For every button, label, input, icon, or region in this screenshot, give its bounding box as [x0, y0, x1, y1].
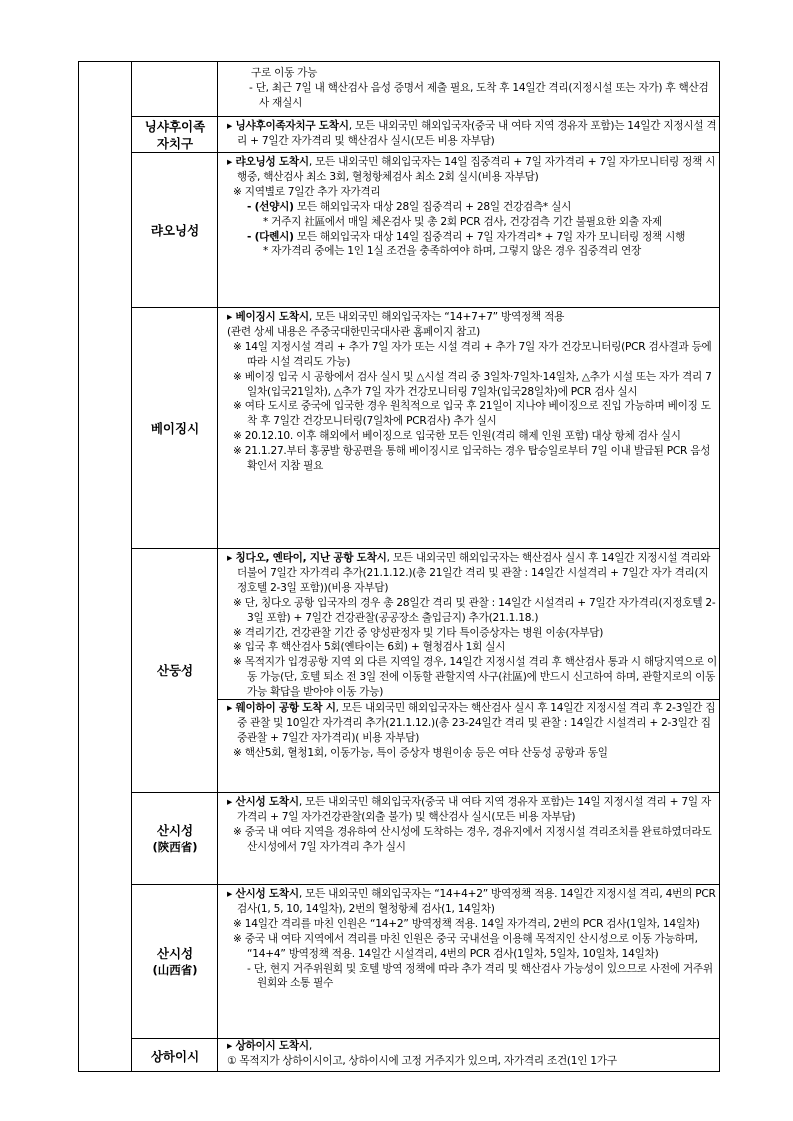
- body-text: ,: [308, 1040, 312, 1052]
- region-label-line: 자치구: [156, 135, 194, 151]
- region-label-line: (山西省): [152, 962, 198, 977]
- region-label-line: 산둥성: [156, 663, 194, 678]
- cell-shandong-weihai: [223, 701, 717, 761]
- note: - 단, 현지 거주위원회 및 호텔 방역 정책에 따라 추가 격리 및 핵산검사 가능성이 있으므로 사전에 거주위원회와 소통 필수: [247, 962, 713, 990]
- row-divider: [131, 792, 719, 793]
- cell-shandong-main: [223, 551, 717, 700]
- note: ※ 단, 칭다오 공항 입국자의 경우 총 28일간 격리 및 관찰 : 14일간 시설격리 + 7일간 자가격리(지정호텔 2-3일 포함) + 7일간 건강관찰(공공장소 출입금지) 추가(21.1.18.): [233, 596, 716, 624]
- body-text: , 모든 내외국민 해외입국자는 “14+4+2” 방역정책 적용. 14일간 지정시설 격리, 4번의 PCR 검사(1, 5, 10, 14일차), 2번의 혈청항체 검사(1, 14일차): [237, 888, 716, 915]
- row-divider: [131, 548, 719, 549]
- note: ※ 목적지가 입경공항 지역 외 다른 지역일 경우, 14일간 지정시설 격리 후 핵산검사 통과 시 해당지역으로 이동 가능(단, 호텔 퇴소 전 3일 전에 이동할 관할지역 사구(社區)에 반드시 신고하여 하며, 관할지로의 이동가능 확답을 받아야 이동 가능): [233, 656, 717, 699]
- heading: ▸ 베이징시 도착시: [227, 311, 309, 323]
- cont-line: 구로 이동 가능: [251, 67, 318, 79]
- note: ① 목적지가 상하이시이고, 상하이시에 고정 거주지가 있으며, 자가격리 조건(1인 1가구: [227, 1054, 617, 1067]
- note: ※ 여타 도시로 중국에 입국한 경우 원칙적으로 입국 후 21일이 지나야 베이징으로 진입 가능하며 베이징 도착 후 7일간 건강모니터링(7일차에 PCR검사) 추가 실시: [233, 400, 711, 428]
- body-text: , 모든 내외국민 해외입국자(중국 내 여타 지역 경유자 포함)는 14일간 지정시설 격리 + 7일간 자가격리 및 핵산검사 실시(모든 비용 자부담): [237, 120, 717, 147]
- cell-ningxia: [223, 119, 717, 149]
- sub-text: (관련 상세 내용은 주중국대한민국대사관 홈페이지 참고): [227, 325, 480, 338]
- heading: ▸ 웨이하이 공항 도착 시: [227, 702, 336, 714]
- cell-shaanxi: [223, 795, 717, 855]
- body-text: , 모든 내외국민 해외입국자는 “14+7+7” 방역정책 적용: [308, 311, 565, 323]
- region-label-line: 베이징시: [150, 420, 200, 436]
- heading: ▸ 랴오닝성 도착시: [227, 156, 309, 168]
- heading: ▸ 닝샤후이족자치구 도착시: [227, 120, 349, 132]
- note: ※ 중국 내 여타 지역에서 격리를 마친 인원은 중국 국내선을 이용해 목적지인 산시성으로 이동 가능하며, “14+4” 방역정책 적용. 14일간 시설격리, 4번의 PCR 검사(1일차, 5일차, 10일차, 14일차): [233, 932, 698, 960]
- note: ※ 14일간 격리를 마친 인원은 “14+2” 방역정책 적용. 14일 자가격리, 2번의 PCR 검사(1일차, 14일차): [233, 917, 700, 930]
- region-label-shanghai: [132, 1039, 218, 1073]
- body-text: 모든 해외입국자 대상 14일 집중격리 + 7일 자가격리* + 7일 자가 모니터링 정책 시행: [293, 230, 686, 243]
- body-text: , 모든 내외국민 해외입국자는 핵산검사 실시 후 14일간 지정시설 격리와 더불어 7일간 자가격리 추가(21.1.12.)(총 21일간 격리 및 관찰 : 14일간 시설격리 + 7일간 자가 격리(지정호텔 2-3일 포함))(비용 자부담): [237, 552, 711, 594]
- footnote: * 자가격리 중에는 1인 1실 조건을 충족하여야 하며, 그렇지 않은 경우 집중격리 연장: [263, 245, 642, 258]
- note: ※ 중국 내 여타 지역을 경유하여 산시성에 도착하는 경우, 경유지에서 지정시설 격리조치를 완료하였더라도 산시성에서 7일 자가격리 추가 실시: [233, 825, 712, 853]
- sub-heading: - (다롄시): [247, 230, 294, 243]
- region-label-line: 상하이시: [150, 1048, 200, 1064]
- region-label-line: 닝샤후이족: [144, 118, 206, 134]
- cont-line: - 단, 최근 7일 내 핵산검사 음성 증명서 제출 필요, 도착 후 14일간 격리(지정시설 또는 자가) 후 핵산검사 재실시: [249, 81, 709, 109]
- heading: ▸ 산시성 도착시: [227, 888, 299, 900]
- note: ※ 핵산5회, 혈청1회, 이동가능, 특이 증상자 병원이송 등은 여타 산둥성 공항과 동일: [233, 746, 608, 759]
- note: ※ 입국 후 핵산검사 5회(옌타이는 6회) + 혈청검사 1회 실시: [233, 641, 506, 654]
- note: ※ 21.1.27.부터 홍콩발 항공편을 통해 베이징시로 입국하는 경우 탑승일로부터 7일 이내 발급된 PCR 음성확인서 지참 필요: [233, 445, 711, 473]
- note: ※ 베이징 입국 시 공항에서 검사 실시 및 △시설 격리 중 3일차·7일차·14일차, △추가 시설 또는 자가 격리 7일차(입국21일차), △추가 7일 자가 건강모니터링 7일차(입국28일차)에 PCR 검사 실시: [233, 370, 712, 398]
- note: ※ 14일 지정시설 격리 + 추가 7일 자가 또는 시설 격리 + 추가 7일 자가 건강모니터링(PCR 검사결과 등에 따라 시설 격리도 가능): [233, 340, 712, 368]
- row-divider: [131, 116, 719, 117]
- quarantine-policy-table: [78, 61, 720, 1072]
- body-text: 모든 해외입국자 대상 28일 집중격리 + 28일 건강검측* 실시: [293, 200, 572, 213]
- footnote: * 거주지 社區에서 매일 체온검사 및 총 2회 PCR 검사, 건강검측 기간 불필요한 외출 자제: [263, 215, 662, 228]
- heading: ▸ 산시성 도착시: [227, 796, 299, 808]
- region-label-liaoning: [132, 153, 218, 307]
- row-divider: [131, 307, 719, 308]
- body-text: , 모든 내외국민 해외입국자는 핵산검사 실시 후 14일간 지정시설 격리 후 2-3일간 집중 관찰 및 10일간 자가격리 추가(21.1.12.)(총 23-24일간 격리 및 관찰 : 14일간 시설격리 + 2-3일간 집중관찰 + 7일간 자가격리)( 비용 자부담): [237, 702, 716, 744]
- row-divider: [131, 884, 719, 885]
- sub-heading: - (선양시): [247, 200, 294, 213]
- cell-shanghai: [223, 1039, 717, 1069]
- note: ※ 격리기간, 건강관찰 기간 중 양성판정자 및 기타 특이증상자는 병원 이송(자부담): [233, 626, 604, 639]
- body-text: , 모든 내외국민 해외입국자(중국 내 여타 지역 경유자 포함)는 14일 지정시설 격리 + 7일 자가격리 + 7일 자가건강관찰(외출 불가) 및 핵산검사 실시(모든 비용 자부담): [237, 796, 711, 823]
- heading: ▸ 상하이시 도착시: [227, 1040, 309, 1052]
- region-label-line: 랴오닝성: [150, 222, 200, 238]
- region-label-line: 산시성: [156, 822, 194, 838]
- row-divider: [131, 152, 719, 153]
- cell-liaoning: [223, 155, 717, 259]
- note: ※ 지역별로 7일간 추가 자가격리: [233, 185, 381, 198]
- heading: ▸ 칭다오, 옌타이, 지난 공항 도착시: [227, 552, 387, 564]
- region-label-shaanxi: [132, 793, 218, 884]
- cell-continuation: [223, 66, 717, 111]
- region-label-line: 산시성: [156, 945, 194, 961]
- region-label-ningxia: [132, 117, 218, 152]
- region-label-beijing: [132, 308, 218, 548]
- region-label-shanxi: [132, 885, 218, 1038]
- body-text: , 모든 내외국민 해외입국자는 14일 집중격리 + 7일 자가격리 + 7일 자가모니터링 정책 시행중, 핵산검사 최소 3회, 혈청항체검사 최소 2회 실시(비용 자부담): [237, 156, 716, 183]
- note: ※ 20.12.10. 이후 해외에서 베이징으로 입국한 모든 인원(격리 해제 인원 포함) 대상 항체 검사 실시: [233, 430, 681, 443]
- region-label-shandong: [132, 549, 218, 792]
- cell-shanxi: [223, 887, 717, 991]
- region-label-line: (陝西省): [152, 839, 198, 854]
- cell-beijing: [223, 310, 717, 474]
